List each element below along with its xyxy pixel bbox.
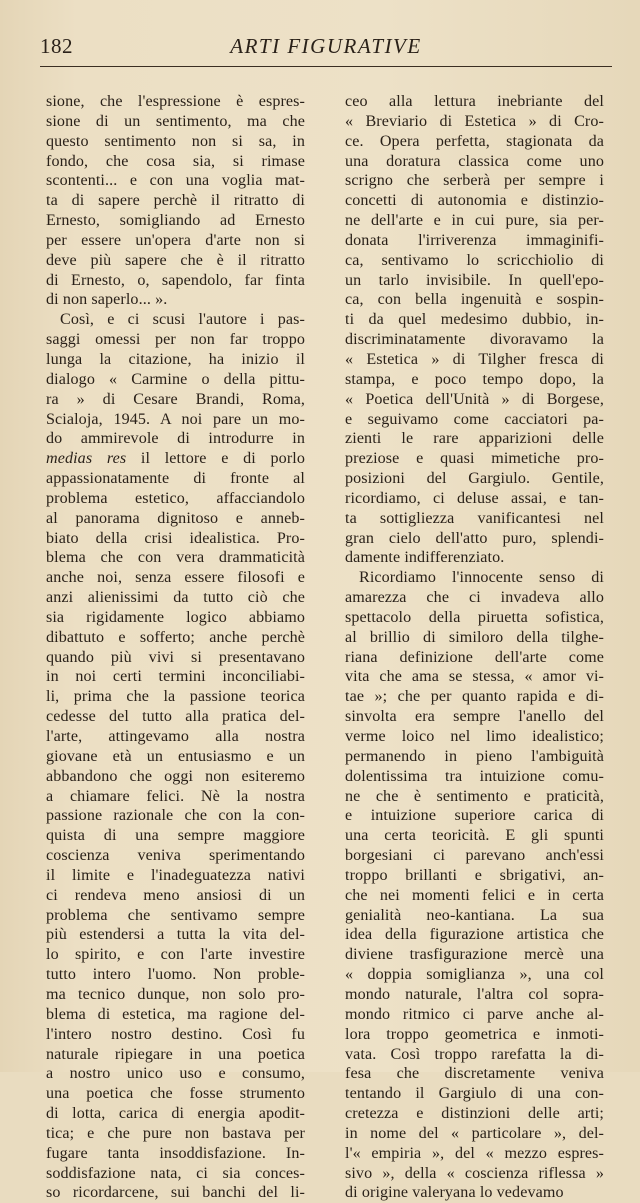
text-line: l'arte, attingevamo alla nostra xyxy=(46,728,305,745)
text-line: sivo », della « coscienza riflessa » xyxy=(345,1164,604,1182)
text-line: una poetica che fosse strumento xyxy=(46,1085,305,1103)
text-line: fugare tanta insoddisfazione. In- xyxy=(46,1144,305,1162)
text-line: troppo brillanti e sbrigativi, an- xyxy=(345,866,604,884)
text-line: un tarlo invisibile. In quell'epo- xyxy=(345,271,604,289)
running-title: ARTI FIGURATIVE xyxy=(230,34,422,58)
left-column xyxy=(46,92,305,1203)
text-line: sione di un sentimento, ma che xyxy=(46,112,305,130)
text-line: tica; e che pure non bastava per xyxy=(46,1124,305,1142)
text-line: a nostro unico uso e consumo, xyxy=(46,1065,305,1083)
text-line: « doppia somiglianza », una col xyxy=(345,966,604,984)
text-line: ta sottigliezza vanificantesi nel xyxy=(345,509,604,527)
text-line: Scialoja, 1945. A noi pare un mo- xyxy=(46,410,305,428)
text-line: al brillio di similoro della tilghe- xyxy=(345,628,604,646)
text-line: l'intero nostro destino. Così fu xyxy=(46,1025,305,1043)
text-line: « Estetica » di Tilgher fresca di xyxy=(345,350,604,368)
text-line: più estendersi a tutta la vita del- xyxy=(46,926,305,944)
text-line: cretezza e distinzioni delle arti; xyxy=(345,1105,604,1123)
text-line: a chiamare felici. Nè la nostra xyxy=(46,787,305,805)
text-line: lunga la citazione, ha inizio il xyxy=(46,350,305,368)
text-line: donata l'irriverenza immaginifi- xyxy=(345,231,604,249)
text-line: ra » di Cesare Brandi, Roma, xyxy=(46,390,305,408)
text-line: di Ernesto, o, sapendolo, far finta xyxy=(46,271,305,289)
text-line: Così, e ci scusi l'autore i pas- xyxy=(60,311,305,329)
text-line: dibattuto e sofferto; anche perchè xyxy=(46,628,305,646)
text-line: ca, sentivamo lo scricchiolio di xyxy=(345,251,604,269)
text-line: questo sentimento non si sa, in xyxy=(46,132,305,150)
text-line: mondo ritmico ci parve anche al- xyxy=(345,1005,604,1023)
text-line: per essere un'opera d'arte non si xyxy=(46,231,305,249)
text-line: vata. Così troppo rarefatta la di- xyxy=(345,1045,604,1063)
text-line: li, prima che la passione teorica xyxy=(46,688,305,706)
page-number: 182 xyxy=(40,34,73,58)
text-line: al panorama dignitoso e anneb- xyxy=(46,509,305,527)
text-line: il limite e l'inadeguatezza nativi xyxy=(46,866,305,884)
text-line: lo spirito, e con l'arte investire xyxy=(46,946,305,964)
text-line: ceo alla lettura inebriante del xyxy=(345,93,604,110)
text-line: ma tecnico dunque, non solo pro- xyxy=(46,985,305,1003)
text-line: anzi alienissimi da tutto ciò che xyxy=(46,589,305,607)
italic-phrase: medias res xyxy=(46,450,127,468)
text-line: verme loico nel limo idealistico; xyxy=(345,728,604,745)
text-line: ce. Opera perfetta, stagionata da xyxy=(345,132,604,150)
text-line: « Poetica dell'Unità » di Borgese, xyxy=(345,390,604,408)
text-line: abbandono che oggi non esiteremo xyxy=(46,767,305,785)
text-line: stampa, e poco tempo dopo, la xyxy=(345,370,604,388)
text-line: sinvolta era sempre l'anello del xyxy=(345,708,604,726)
text-line: Ricordiamo l'innocente senso di xyxy=(359,569,604,587)
text-line: ne dell'arte e in cui pure, sia per- xyxy=(345,212,604,230)
text-line: riana definizione dell'arte come xyxy=(345,648,604,666)
text-line: cedesse del tutto alla pratica del- xyxy=(46,708,305,726)
text-line: fondo, che cosa sia, si rimase xyxy=(46,152,305,170)
text-line: passione razionale che con la con- xyxy=(46,807,305,825)
text-line: quando più vivi si presentavano xyxy=(46,648,305,666)
text-line: in noi certi termini inconciliabi- xyxy=(46,668,305,686)
text-line: preziose e quasi mimetiche pro- xyxy=(345,450,604,468)
text-line: naturale ripiegare in una poetica xyxy=(46,1045,305,1063)
text-line: ci rendeva meno ansiosi di un xyxy=(46,886,305,904)
text-line: anche noi, senza essere filosofi e xyxy=(46,569,305,587)
text-line: sia rigidamente logico abbiamo xyxy=(46,608,305,626)
text-line: scontenti... e con una voglia mat- xyxy=(46,172,305,190)
text-line: lora troppo geometrica e inmoti- xyxy=(345,1025,604,1043)
text-line: spettacolo della piruetta sofistica, xyxy=(345,608,604,626)
text-line: ne che è sentimento e praticità, xyxy=(345,787,604,805)
text-line: « Breviario di Estetica » di Cro- xyxy=(345,112,604,130)
text-line: una doratura classica come uno xyxy=(345,152,604,170)
text-line: do ammirevole di introdurre in xyxy=(46,430,305,448)
text-line: blema di estetica, ma ragione del- xyxy=(46,1005,305,1023)
text-line: dialogo « Carmine o della pittu- xyxy=(46,370,305,388)
text-line: medias res il lettore e di porlo xyxy=(46,450,305,468)
text-line: genialità neo-kantiana. La sua xyxy=(345,906,604,924)
text-line: tae »; che per quanto rapida e di- xyxy=(345,688,604,706)
text-line: ta di sapere perchè il ritratto di xyxy=(46,192,305,210)
text-line: e intuizione superiore carica di xyxy=(345,807,604,825)
text-line: vita che ama se stessa, « amor vi- xyxy=(345,668,604,686)
text-line: gran cielo dell'atto puro, splendi- xyxy=(345,529,604,547)
text-line: tentando il Gargiulo di una con- xyxy=(345,1085,604,1103)
text-line: zienti le rare apparizioni delle xyxy=(345,430,604,448)
text-line: biato della crisi idealistica. Pro- xyxy=(46,529,305,547)
text-line: discriminatamente divoravamo la xyxy=(345,331,604,349)
text-line: che nei momenti felici e in certa xyxy=(345,886,604,904)
text-line: damente indifferenziato. xyxy=(345,549,505,567)
text-line: blema che con vera drammaticità xyxy=(46,549,305,567)
text-line: diviene trasfigurazione mercè una xyxy=(345,946,604,964)
text-line: di lotta, carica di energia apodit- xyxy=(46,1105,305,1123)
page-header xyxy=(40,34,612,64)
text-line: appassionatamente di fronte al xyxy=(46,470,305,488)
header-rule xyxy=(40,66,612,67)
text-line: so ricordarcene, sui banchi del li- xyxy=(46,1184,305,1202)
text-line: mondo naturale, l'altra col sopra- xyxy=(345,985,604,1003)
text-line: posizioni del Gargiulo. Gentile, xyxy=(345,470,604,488)
text-line: borgesiani ci parevano anch'essi xyxy=(345,847,604,865)
text-line: soddisfazione nata, ci sia conces- xyxy=(46,1164,305,1182)
text-line: Ernesto, somigliando ad Ernesto xyxy=(46,212,305,230)
text-line: coscienza veniva sperimentando xyxy=(46,847,305,865)
text-line: tutto intero l'uomo. Non proble- xyxy=(46,966,305,984)
text-line: fesa che discretamente veniva xyxy=(345,1065,604,1083)
text-line: concetti di autonomia e distinzio- xyxy=(345,192,604,210)
text-line: permanendo in pieno l'ambiguità xyxy=(345,747,604,765)
text-line: l'« empiria », del « mezzo espres- xyxy=(345,1144,604,1162)
text-line: problema che sentivamo sempre xyxy=(46,906,305,924)
text-line: quista di una sempre maggiore xyxy=(46,827,305,845)
text-line: deve più sapere che è il ritratto xyxy=(46,251,305,269)
text-line: in nome del « particolare », del- xyxy=(345,1124,604,1142)
text-line: una certa teoricità. E gli spunti xyxy=(345,827,604,845)
text-line: ricordiamo, ci deluse assai, e tan- xyxy=(345,489,604,507)
text-line: di origine valeryana lo vedevamo xyxy=(345,1184,564,1202)
text-line: ti da quel medesimo dubbio, in- xyxy=(345,311,604,329)
text-line: ca, con bella ingenuità e sospin- xyxy=(345,291,604,309)
text-line: saggi omessi per non far troppo xyxy=(46,331,305,349)
text-line: sione, che l'espressione è espres- xyxy=(46,93,305,110)
text-line: dolentissima tra intuizione comu- xyxy=(345,767,604,785)
right-column xyxy=(345,92,604,1203)
text-line: scrigno che serberà per sempre i xyxy=(345,172,604,190)
text-line: di non saperlo... ». xyxy=(46,291,168,309)
text-line: giovane età un entusiasmo e un xyxy=(46,747,305,765)
text-line: problema estetico, affacciandolo xyxy=(46,489,305,507)
text-line: idea della figurazione artistica che xyxy=(345,926,604,944)
text-line: amarezza che ci invadeva allo xyxy=(345,589,604,607)
text-line: e seguivamo come cacciatori pa- xyxy=(345,410,604,428)
